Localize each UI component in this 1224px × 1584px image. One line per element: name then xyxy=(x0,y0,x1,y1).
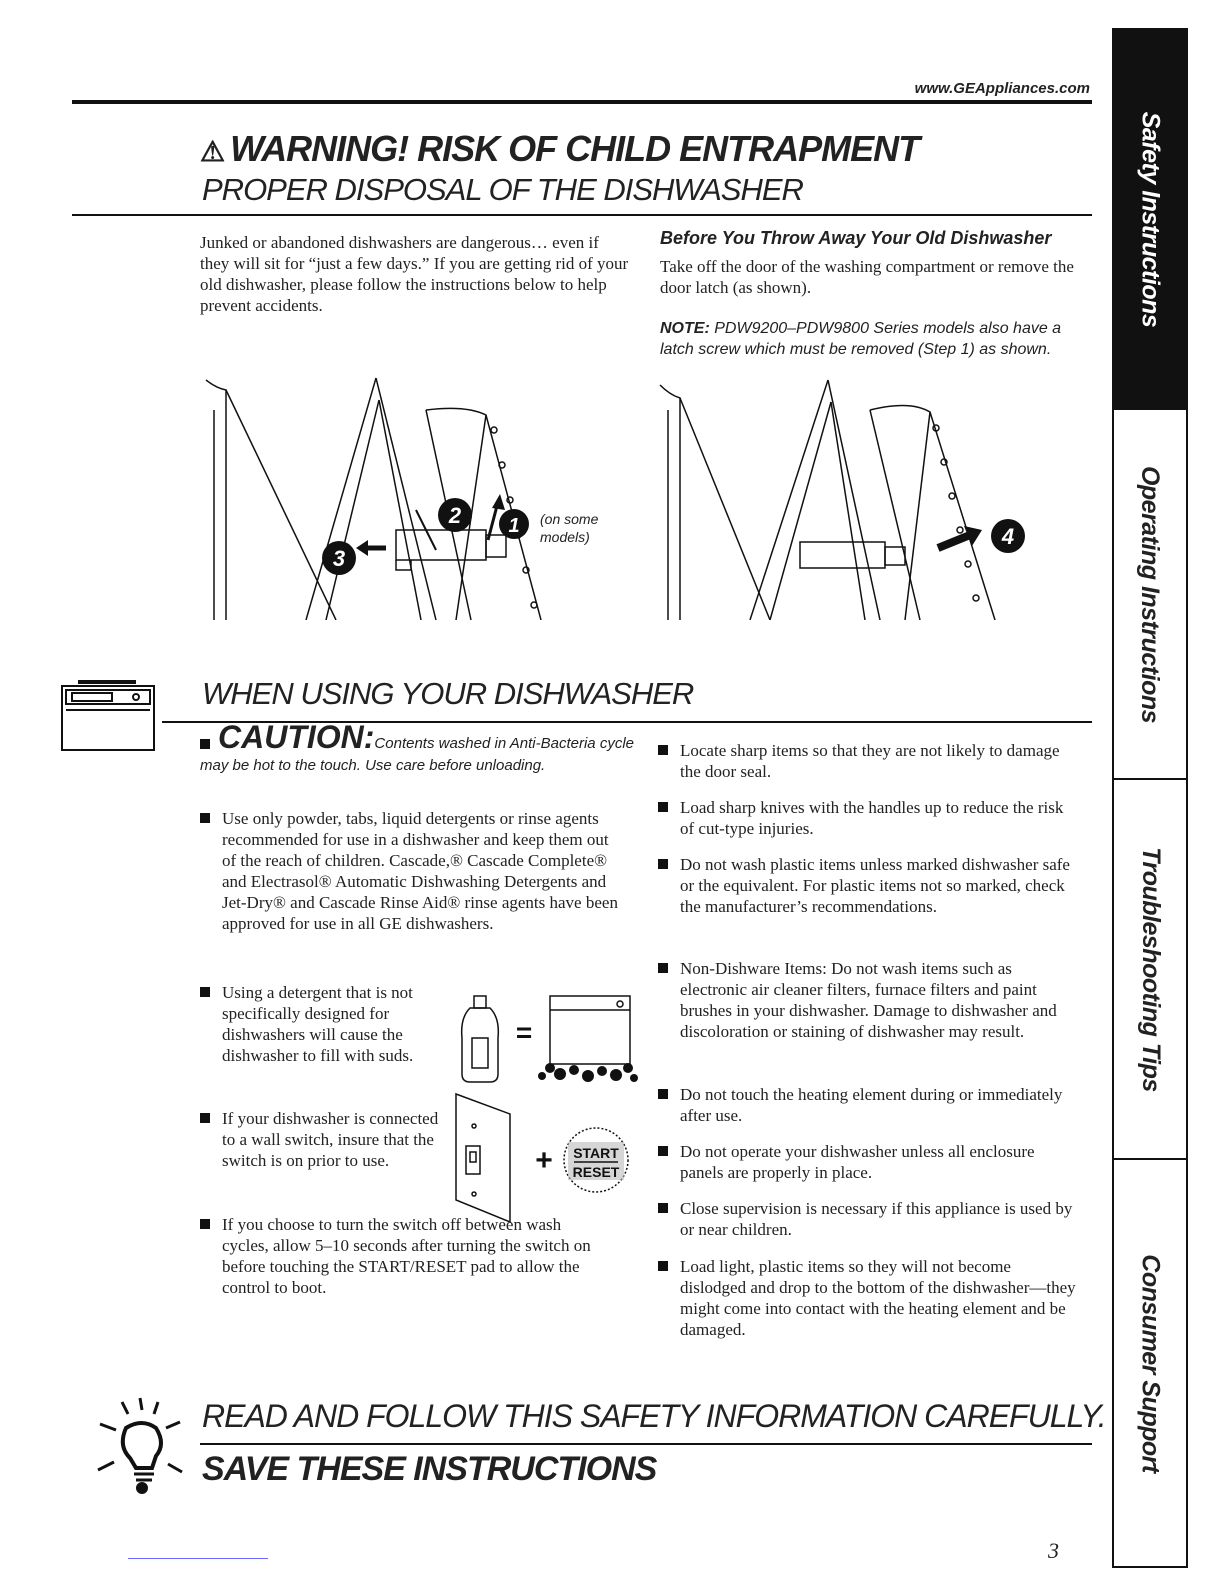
caution-text: Contents washed in Anti-Bacteria cycle may be hot to the touch. Use care before unloading. xyxy=(200,735,634,774)
door-latch-removal-diagram xyxy=(196,370,636,620)
list-item: Load light, plastic items so they will not become dislodged and drop to the bottom of the dishwasher—they might come into contact with the heating element and be damaged. xyxy=(680,1256,1080,1340)
caution-block xyxy=(200,719,640,777)
list-item: Using a detergent that is not specifically designed for dishwashers will cause the dishwasher to fill with suds. xyxy=(222,982,437,1066)
when-using-title: WHEN USING YOUR DISHWASHER xyxy=(202,676,694,711)
save-instructions-heading: SAVE THESE INSTRUCTIONS xyxy=(202,1450,657,1488)
top-rule xyxy=(72,100,1092,104)
website-url: www.GEAppliances.com xyxy=(914,80,1090,97)
list-item: Load sharp knives with the handles up to reduce the risk of cut-type injuries. xyxy=(680,797,1080,839)
bottom-link-line xyxy=(128,1558,268,1559)
arrow-right-icon xyxy=(938,526,982,548)
step-4-label: 4 xyxy=(1001,524,1015,549)
step-1-marker xyxy=(499,509,529,539)
door-latch-diagram-step4 xyxy=(650,370,1050,620)
note-label: NOTE: xyxy=(660,320,710,337)
list-item: Do not touch the heating element during or immediately after use. xyxy=(680,1084,1080,1126)
step-2-marker xyxy=(438,498,472,532)
warning-title-text: WARNING! RISK OF CHILD ENTRAPMENT xyxy=(230,128,920,169)
list-item: Do not wash plastic items unless marked dishwasher safe or the equivalent. For plastic items not so marked, check the manufacturer’s recommendations. xyxy=(680,854,1080,917)
bullet-square-icon xyxy=(658,745,668,755)
list-item: If you choose to turn the switch off between wash cycles, allow 5–10 seconds after turning the switch on before touching the START/RESET pad to allow the control to boot. xyxy=(222,1214,592,1298)
bullet-square-icon xyxy=(200,1219,210,1229)
tab-safety-instructions[interactable]: Safety Instructions xyxy=(1114,30,1186,410)
step-3-marker xyxy=(322,541,356,575)
plus-sign: + xyxy=(535,1144,553,1177)
list-item: Close supervision is necessary if this appliance is used by or near children. xyxy=(680,1198,1080,1240)
caution-label: CAUTION: xyxy=(218,719,375,755)
bullet-square-icon xyxy=(658,1261,668,1271)
disposal-intro: Junked or abandoned dishwashers are dangerous… even if they will sit for “just a few days.” If you are getting rid of your old dishwasher, please follow the instructions below to help prevent accidents. xyxy=(200,233,629,315)
step-3-label: 3 xyxy=(332,546,346,571)
dishwasher-icon xyxy=(58,676,158,756)
arrow-up-icon xyxy=(492,494,505,510)
wall-switch-illustration xyxy=(452,1090,642,1225)
step-1-label: 1 xyxy=(508,515,520,537)
on-some-models-note: (on some models) xyxy=(540,511,599,545)
tab-operating-instructions[interactable]: Operating Instructions xyxy=(1114,410,1186,780)
bullet-square-icon xyxy=(658,963,668,973)
bullet-square-icon xyxy=(200,987,210,997)
section-tabs xyxy=(1112,28,1188,1568)
arrow-left-icon xyxy=(356,540,386,556)
bullet-square-icon xyxy=(658,1146,668,1156)
subtitle-rule xyxy=(72,214,1092,216)
list-item: If your dishwasher is connected to a wall switch, insure that the switch is on prior to use. xyxy=(222,1108,447,1171)
tab-troubleshooting-tips[interactable]: Troubleshooting Tips xyxy=(1114,780,1186,1160)
list-item: Do not operate your dishwasher unless all enclosure panels are properly in place. xyxy=(680,1141,1080,1183)
before-throw-away-text: Take off the door of the washing compartment or remove the door latch (as shown). xyxy=(660,257,1074,297)
list-item: Use only powder, tabs, liquid detergents or rinse agents recommended for use in a dishwasher and keep them out of the reach of children. Cascade,® Cascade Complete® and Electrasol® Automatic Dishwashing Detergents and Jet-Dry® and Cascade Rinse Aid® rinse agents have been approved for use in all GE dishwashers. xyxy=(222,808,627,934)
tab-consumer-support[interactable]: Consumer Support xyxy=(1136,1253,1165,1473)
list-item: Locate sharp items so that they are not likely to damage the door seal. xyxy=(680,740,1080,782)
start-label: START xyxy=(573,1145,619,1161)
bullet-square-icon xyxy=(200,813,210,823)
bullet-square-icon xyxy=(200,739,210,749)
list-item: Non-Dishware Items: Do not wash items such as electronic air cleaner filters, furnace filters and paint brushes in your dishwasher. Damage to dishwasher and discoloration or staining of dishwasher may result. xyxy=(680,958,1080,1042)
bullet-square-icon xyxy=(658,802,668,812)
step-4-marker xyxy=(991,519,1025,553)
warning-triangle-icon: ⚠ xyxy=(200,136,225,167)
note-text: PDW9200–PDW9800 Series models also have a latch screw which must be removed (Step 1) as shown. xyxy=(660,320,1062,358)
bullet-square-icon xyxy=(658,859,668,869)
detergent-suds-illustration xyxy=(450,978,640,1088)
lightbulb-icon xyxy=(90,1388,200,1498)
footer-rule xyxy=(200,1443,1092,1445)
bullet-square-icon xyxy=(658,1203,668,1213)
bullet-square-icon xyxy=(200,1113,210,1123)
page-number: 3 xyxy=(1048,1538,1059,1563)
read-follow-safety-heading: READ AND FOLLOW THIS SAFETY INFORMATION CAREFULLY. xyxy=(202,1398,1106,1434)
disposal-subtitle: PROPER DISPOSAL OF THE DISHWASHER xyxy=(202,172,803,207)
latch-note xyxy=(660,318,1090,360)
warning-title xyxy=(200,128,919,170)
before-throw-away-heading: Before You Throw Away Your Old Dishwasher xyxy=(660,228,1052,248)
equals-sign: = xyxy=(515,1017,533,1048)
reset-label: RESET xyxy=(572,1164,620,1180)
step-2-label: 2 xyxy=(448,503,462,528)
bullet-square-icon xyxy=(658,1089,668,1099)
